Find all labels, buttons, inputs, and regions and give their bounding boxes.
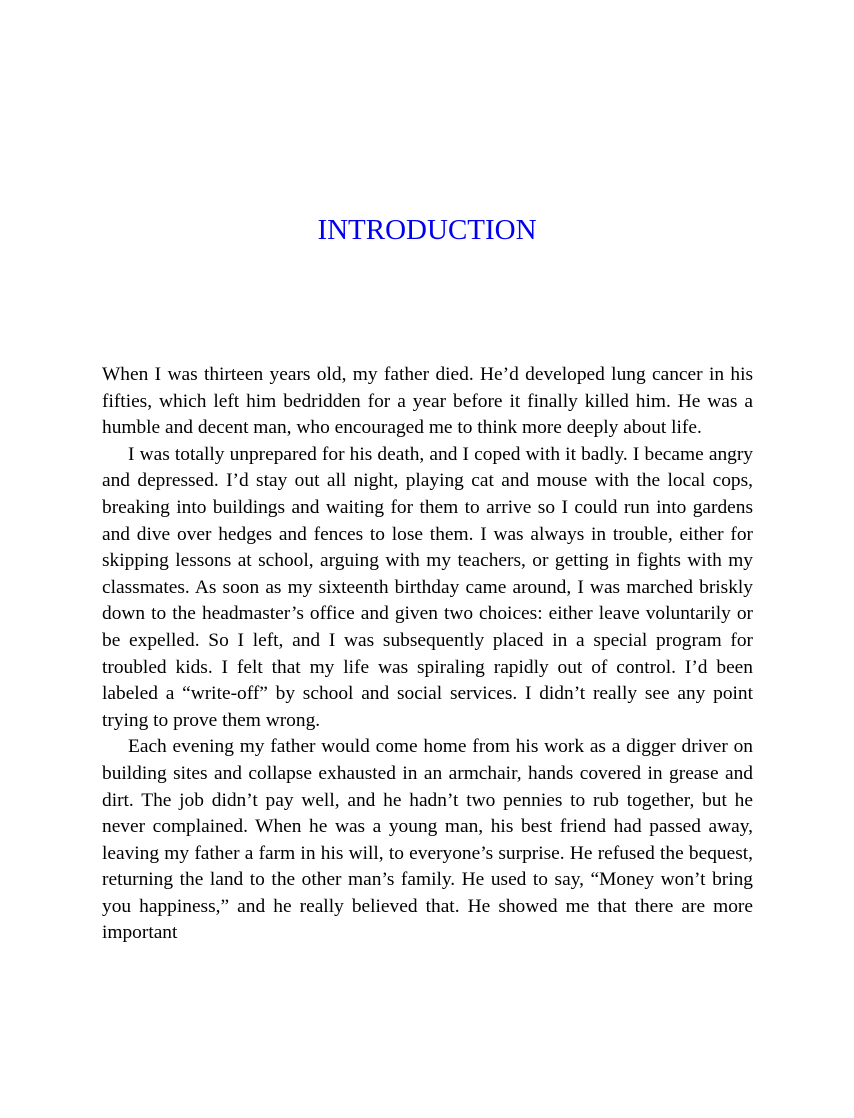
body-text <box>102 362 753 1002</box>
paragraph-1: When I was thirteen years old, my father died. He’d developed lung cancer in his fifties, which left him bedridden for a year before it finally killed him. He was a humble and decent man, who encouraged me to think more deeply about life. <box>102 364 753 439</box>
paragraph-3: Each evening my father would come home from his work as a digger driver on building sites and collapse exhausted in an armchair, hands covered in grease and dirt. The job didn’t pay well, and he hadn’t two pennies to rub together, but he never complained. When he was a young man, his best friend had passed away, leaving my father a farm in his will, to everyone’s surprise. He refused the bequest, returning the land to the other man’s family. He used to say, “Money won’t bring you happiness,” and he really believed that. He showed me that there are more important <box>102 736 753 944</box>
paragraph-2: I was totally unprepared for his death, and I coped with it badly. I became angry and depressed. I’d stay out all night, playing cat and mouse with the local cops, breaking into buildings and waiting for them to arrive so I could run into gardens and dive over hedges and fences to lose them. I was always in trouble, either for skipping lessons at school, arguing with my teachers, or getting in fights with my classmates. As soon as my sixteenth birthday came around, I was marched briskly down to the headmaster’s office and given two choices: either leave voluntarily or be expelled. So I left, and I was subsequently placed in a special program for troubled kids. I felt that my life was spiraling rapidly out of control. I’d been labeled a “write-off” by school and social services. I didn’t really see any point trying to prove them wrong. <box>102 443 753 731</box>
chapter-title: INTRODUCTION <box>317 214 537 246</box>
